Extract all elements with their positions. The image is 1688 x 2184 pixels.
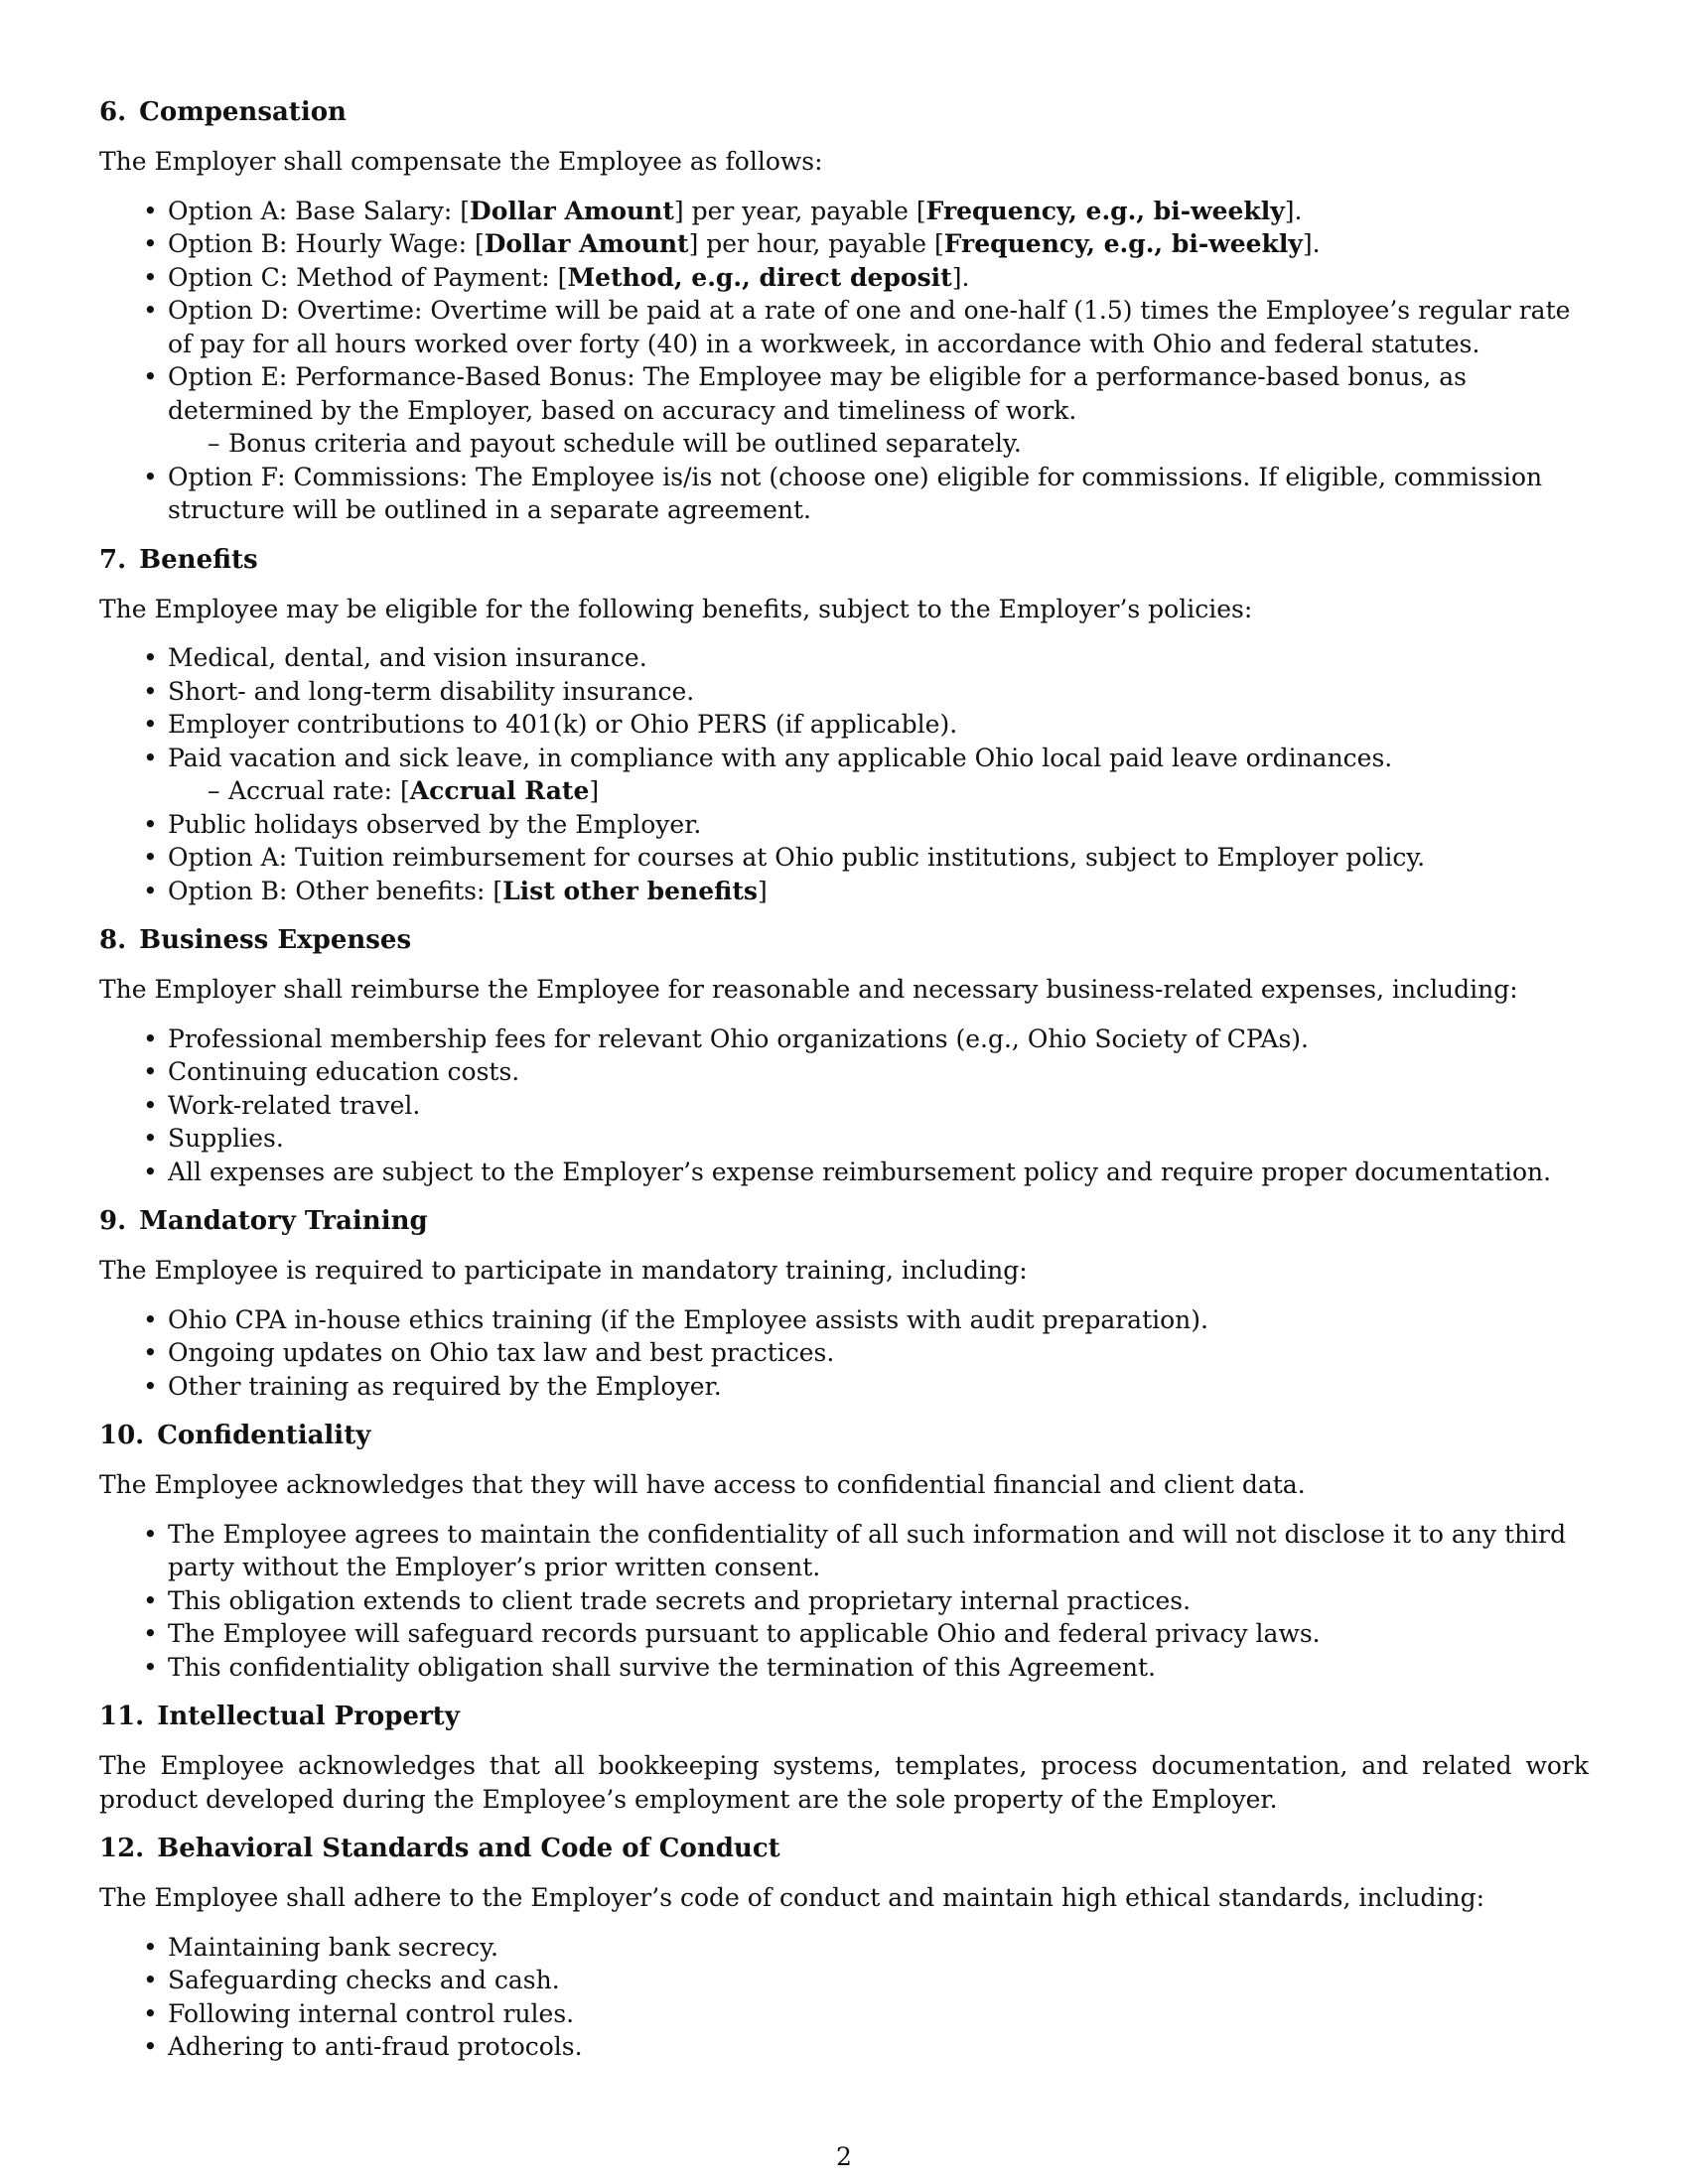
section-number: 10. (99, 1421, 145, 1450)
list-item: • Option A: Tuition reimbursement for courses at Ohio public institutions, subject to Employer policy. (99, 841, 1589, 875)
list-item (99, 261, 1589, 295)
text-fragment: ]. (951, 262, 970, 292)
list-item: • This obligation extends to client trade secrets and proprietary internal practices. (99, 1584, 1589, 1618)
section-number: 9. (99, 1206, 127, 1236)
text-fragment: ] per year, payable [ (673, 196, 926, 225)
page-number: 2 (836, 2142, 852, 2171)
list-item: • All expenses are subject to the Employer’s expense reimbursement policy and require proper documentation. (99, 1156, 1589, 1189)
section-number: 8. (99, 925, 127, 955)
section-intro: The Employee is required to participate in mandatory training, including: (99, 1256, 1028, 1285)
list-item: • The Employee agrees to maintain the confidentiality of all such information and will not disclose it to any third party without the Employer’s prior written consent. (99, 1518, 1589, 1584)
text-fragment: ] (757, 876, 768, 905)
section-title: Intellectual Property (157, 1702, 460, 1731)
text-fragment: Paid vacation and sick leave, in compliance with any applicable Ohio local paid leave ordinances. (168, 743, 1393, 772)
list-item: • Maintaining bank secrecy. (99, 1931, 1589, 1965)
section-intro: The Employee shall adhere to the Employer’s code of conduct and maintain high ethical standards, including: (99, 1883, 1485, 1912)
expenses-list (99, 1023, 1589, 1189)
section-number: 12. (99, 1834, 145, 1863)
section-heading-intellectual-property (99, 1700, 1589, 1733)
sub-list-item (168, 774, 1589, 808)
list-item: • Safeguarding checks and cash. (99, 1964, 1589, 1997)
list-item: • This confidentiality obligation shall survive the termination of this Agreement. (99, 1651, 1589, 1685)
section-number: 6. (99, 97, 127, 127)
compensation-options-list (99, 195, 1589, 527)
conduct-list (99, 1931, 1589, 2064)
text-fragment: Option C: Method of Payment: [ (168, 262, 568, 292)
section-heading-compensation (99, 95, 1589, 129)
list-item (99, 195, 1589, 228)
list-item: • Employer contributions to 401(k) or Ohio PERS (if applicable). (99, 708, 1589, 742)
text-fragment: ]. (1302, 229, 1321, 258)
section-title: Confidentiality (157, 1421, 371, 1450)
section-title: Benefits (139, 544, 258, 575)
section-heading-mandatory-training (99, 1204, 1589, 1238)
section-paragraph: The Employee acknowledges that all bookkeeping systems, templates, process documentation, and related work product developed during the Employee’s employment are the sole property of the Employer. (99, 1751, 1589, 1814)
placeholder-field: Accrual Rate (409, 776, 590, 805)
list-item (99, 875, 1589, 908)
section-heading-benefits (99, 543, 1589, 577)
list-item: • Following internal control rules. (99, 1997, 1589, 2031)
list-item (99, 227, 1589, 261)
section-heading-code-of-conduct (99, 1832, 1589, 1865)
section-intro: The Employer shall reimburse the Employee for reasonable and necessary business-related expenses, including: (99, 975, 1518, 1004)
text-fragment: Option E: Performance-Based Bonus: The Employee may be eligible for a performance-based bonus, as determined by the Employer, based on accuracy and timeliness of work. (168, 362, 1467, 425)
section-intro: The Employee may be eligible for the following benefits, subject to the Employer’s policies: (99, 594, 1253, 623)
text-fragment: Option A: Base Salary: [ (168, 196, 471, 225)
section-intro: The Employer shall compensate the Employee as follows: (99, 147, 823, 176)
text-fragment: Option B: Other benefits: [ (168, 876, 503, 905)
section-number: 7. (99, 544, 127, 575)
sub-list (168, 427, 1589, 461)
section-title: Mandatory Training (139, 1206, 428, 1236)
list-item: • Medical, dental, and vision insurance. (99, 641, 1589, 675)
list-item (99, 742, 1589, 808)
section-title: Behavioral Standards and Code of Conduct (157, 1834, 780, 1863)
training-list (99, 1303, 1589, 1404)
list-item: • Public holidays observed by the Employer. (99, 808, 1589, 842)
list-item: • Supplies. (99, 1122, 1589, 1156)
placeholder-field: Frequency, e.g., bi-weekly (925, 196, 1285, 225)
sub-list-item: – Bonus criteria and payout schedule will be outlined separately. (168, 427, 1589, 461)
list-item: • Short- and long-term disability insurance. (99, 675, 1589, 709)
text-fragment: ]. (1284, 196, 1303, 225)
list-item: • Work-related travel. (99, 1089, 1589, 1123)
benefits-list (99, 641, 1589, 907)
section-title: Compensation (139, 97, 347, 127)
section-heading-confidentiality (99, 1419, 1589, 1452)
list-item: • Ohio CPA in-house ethics training (if the Employee assists with audit preparation). (99, 1303, 1589, 1337)
section-title: Business Expenses (139, 925, 412, 955)
text-fragment: ] per hour, payable [ (688, 229, 944, 258)
list-item: • Continuing education costs. (99, 1055, 1589, 1089)
text-fragment: Option B: Hourly Wage: [ (168, 229, 485, 258)
list-item: • Other training as required by the Employer. (99, 1370, 1589, 1404)
list-item: • Option F: Commissions: The Employee is/is not (choose one) eligible for commissions. If eligible, commission structure will be outlined in a separate agreement. (99, 461, 1589, 527)
placeholder-field: List other benefits (502, 876, 758, 905)
confidentiality-list (99, 1518, 1589, 1685)
list-item: • Option D: Overtime: Overtime will be paid at a rate of one and one-half (1.5) times the Employee’s regular rate of pay for all hours worked over forty (40) in a workweek, in accordance with Ohio and federal statutes. (99, 294, 1589, 360)
section-heading-business-expenses (99, 923, 1589, 957)
text-fragment: ] (589, 776, 600, 805)
list-item: • The Employee will safeguard records pursuant to applicable Ohio and federal privacy laws. (99, 1617, 1589, 1651)
section-number: 11. (99, 1702, 145, 1731)
list-item (99, 360, 1589, 461)
section-intro: The Employee acknowledges that they will have access to confidential financial and client data. (99, 1470, 1306, 1499)
document-page (99, 95, 1589, 2080)
list-item: • Adhering to anti-fraud protocols. (99, 2030, 1589, 2064)
placeholder-field: Method, e.g., direct deposit (567, 262, 952, 292)
text-fragment: Accrual rate: [ (228, 776, 410, 805)
placeholder-field: Frequency, e.g., bi-weekly (943, 229, 1303, 258)
sub-list (168, 774, 1589, 808)
list-item: • Professional membership fees for relevant Ohio organizations (e.g., Ohio Society of CPAs). (99, 1023, 1589, 1056)
list-item: • Ongoing updates on Ohio tax law and best practices. (99, 1336, 1589, 1370)
placeholder-field: Dollar Amount (470, 196, 674, 225)
placeholder-field: Dollar Amount (484, 229, 689, 258)
